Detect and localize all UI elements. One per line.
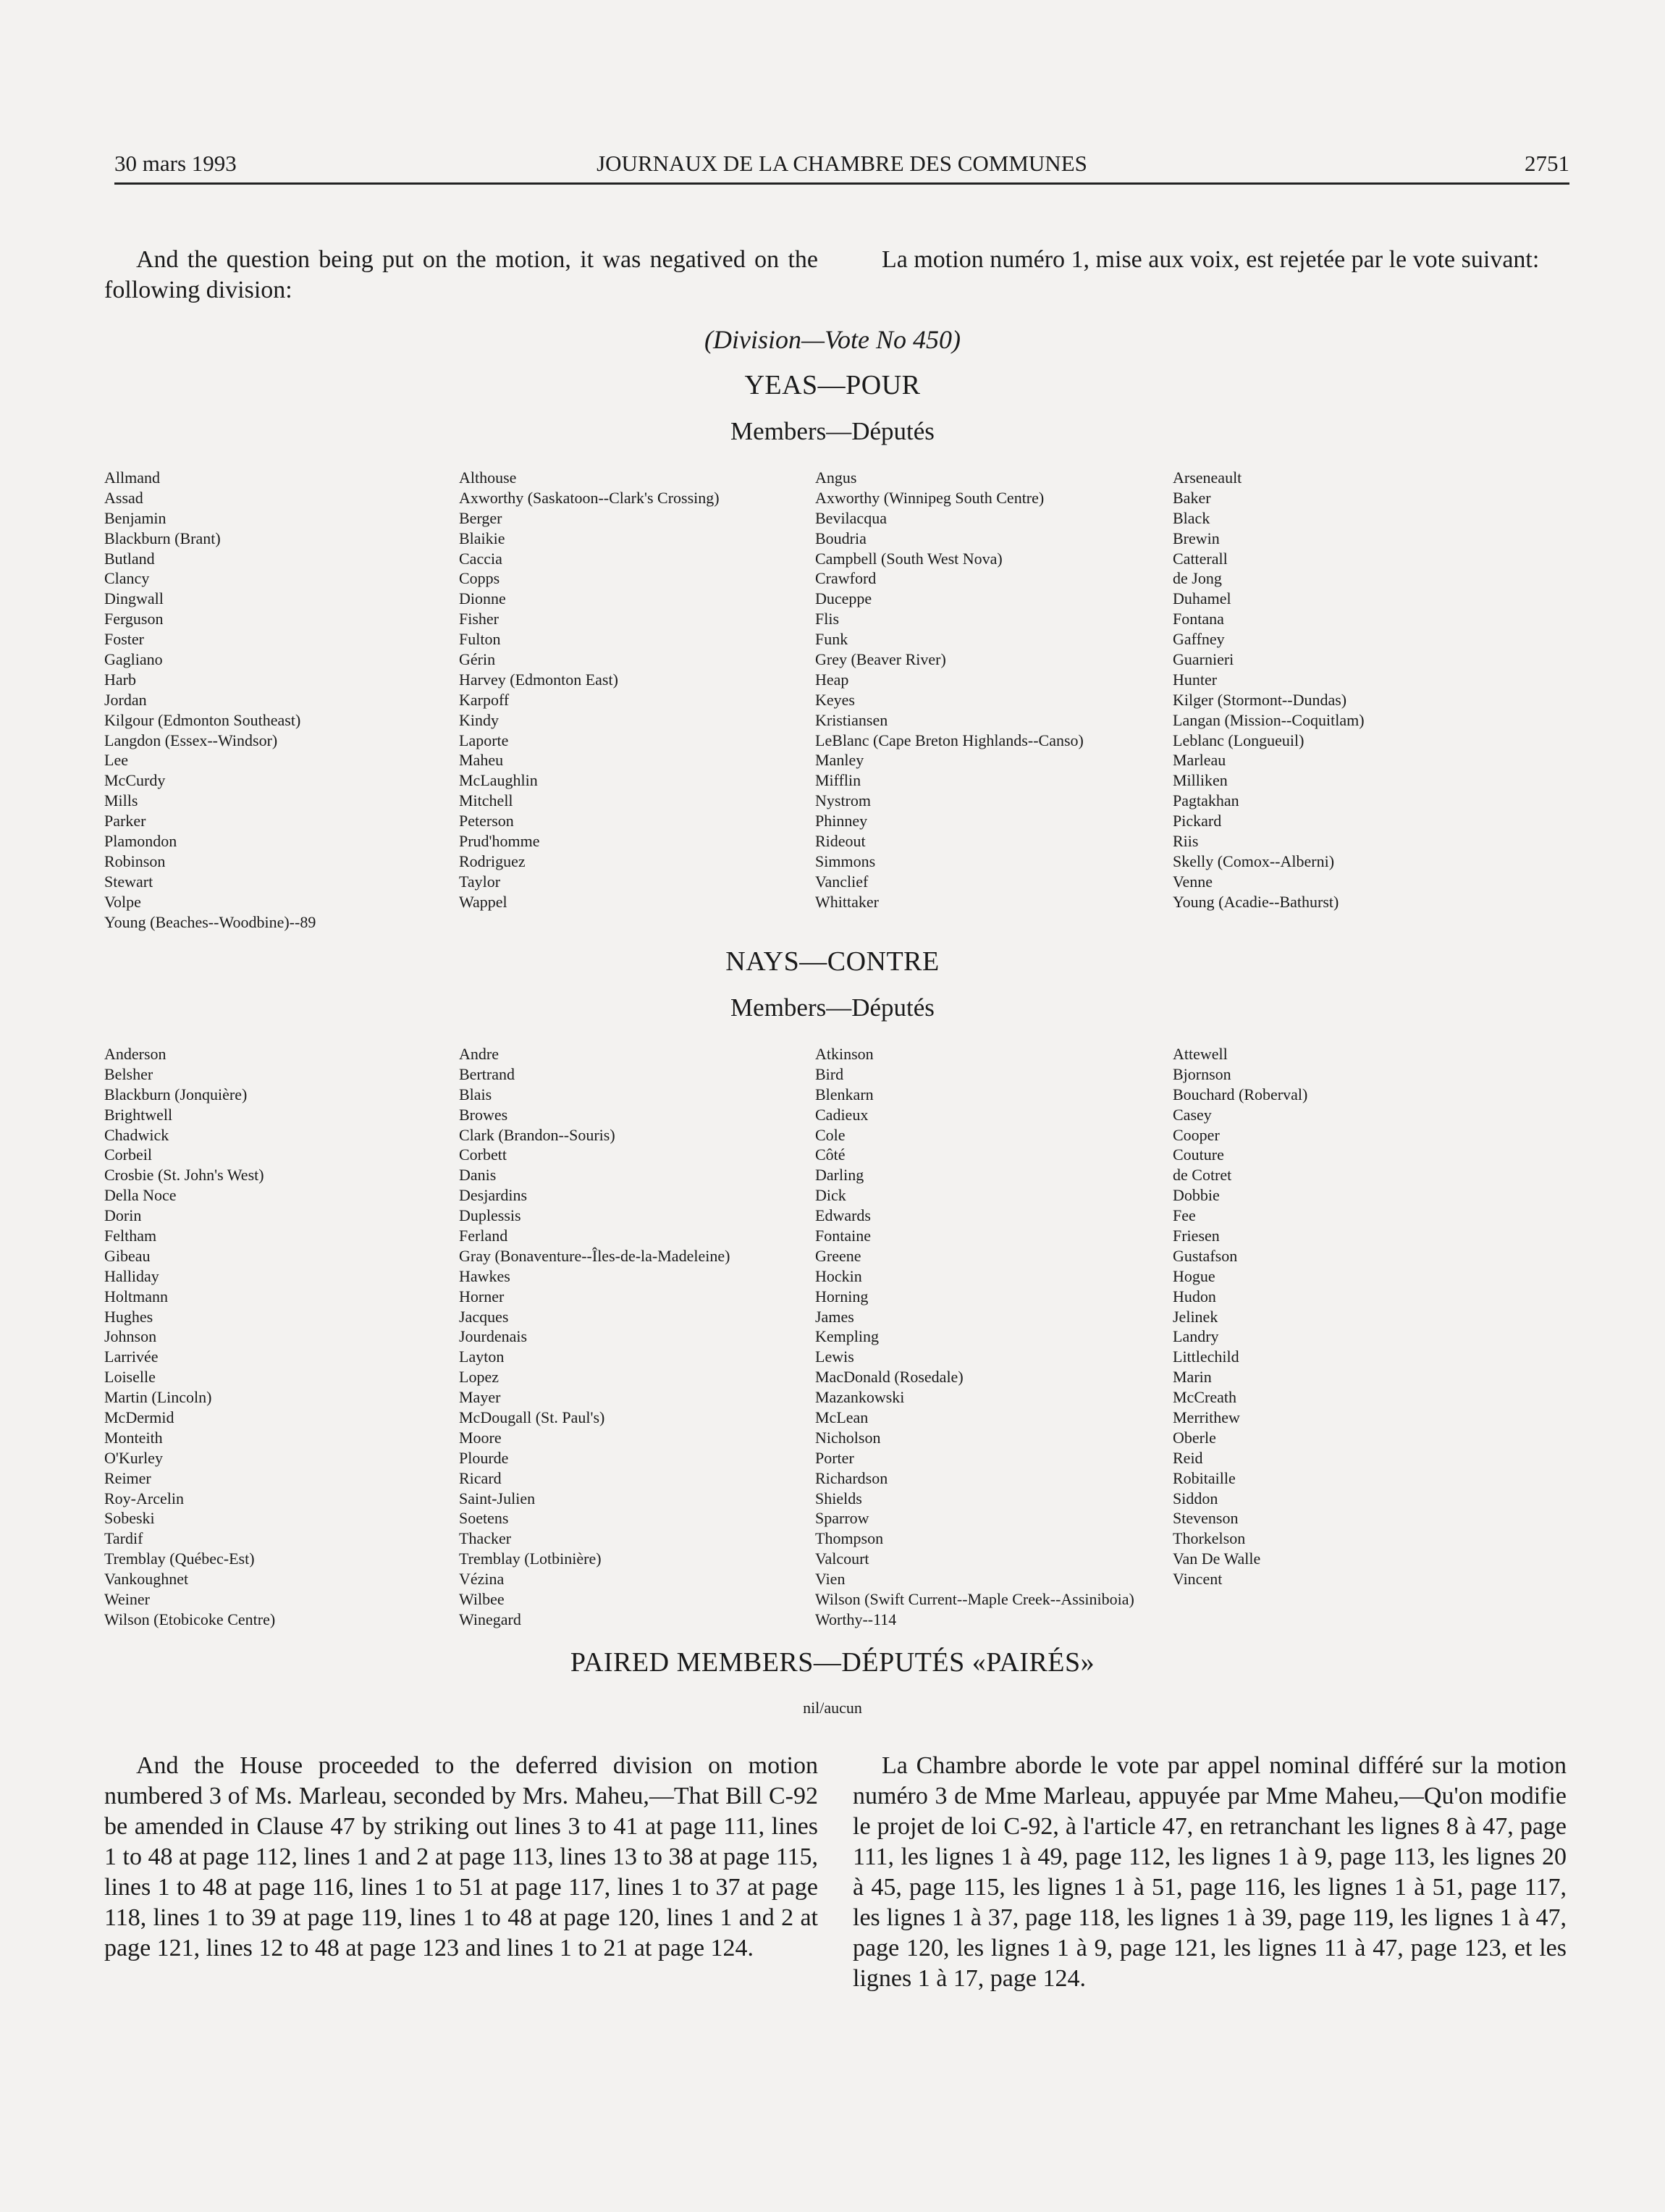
- member-name: Bird: [815, 1064, 844, 1083]
- yeas-column-3: [815, 468, 1084, 912]
- member-name: Loiselle: [104, 1368, 156, 1387]
- member-name: Martin (Lincoln): [104, 1388, 212, 1407]
- member-name: Manley: [815, 751, 864, 770]
- member-name: Winegard: [459, 1610, 521, 1628]
- member-name: Reimer: [104, 1468, 151, 1487]
- member-name: Monteith: [104, 1428, 163, 1447]
- member-name: Fontaine: [815, 1227, 871, 1245]
- member-name: Desjardins: [459, 1186, 528, 1205]
- member-name: Tremblay (Lotbinière): [459, 1549, 602, 1568]
- member-name: Layton: [459, 1347, 505, 1366]
- member-name: Brewin: [1173, 529, 1220, 547]
- member-name: McDermid: [104, 1408, 174, 1427]
- member-name: Maheu: [459, 751, 504, 770]
- member-name: Prud'homme: [459, 832, 540, 851]
- member-name: Vanclief: [815, 872, 869, 891]
- member-name: Casey: [1173, 1105, 1212, 1124]
- member-name: Thorkelson: [1173, 1529, 1246, 1548]
- member-name: Bertrand: [459, 1064, 515, 1083]
- member-name: Merrithew: [1173, 1408, 1240, 1427]
- member-name: Ferland: [459, 1227, 508, 1245]
- member-name: Guarnieri: [1173, 650, 1234, 669]
- member-name: Blackburn (Brant): [104, 529, 221, 547]
- member-name: Rodriguez: [459, 851, 526, 870]
- member-name: Vankoughnet: [104, 1570, 189, 1589]
- yeas-subtitle: Members—Députés: [730, 417, 935, 445]
- member-name: Fisher: [459, 610, 499, 628]
- member-name: Young (Beaches--Woodbine)--89: [104, 912, 316, 931]
- member-name: Saint-Julien: [459, 1489, 536, 1507]
- member-name: Black: [1173, 508, 1210, 527]
- member-name: Gibeau: [104, 1246, 151, 1265]
- member-name: Mitchell: [459, 791, 513, 810]
- member-name: Cadieux: [815, 1105, 869, 1124]
- member-name: Pagtakhan: [1173, 791, 1239, 810]
- member-name: Jourdenais: [459, 1327, 528, 1346]
- member-name: Darling: [815, 1166, 864, 1185]
- member-name: Leblanc (Longueuil): [1173, 731, 1304, 749]
- member-name: Shields: [815, 1489, 862, 1507]
- member-name: Atkinson: [815, 1045, 874, 1063]
- member-name: Dobbie: [1173, 1186, 1220, 1205]
- member-name: Kindy: [459, 710, 499, 729]
- member-name: Edwards: [815, 1206, 871, 1225]
- member-name: Côté: [815, 1145, 846, 1164]
- nays-subtitle: Members—Députés: [730, 993, 935, 1022]
- member-name: Jordan: [104, 690, 147, 709]
- member-name: McCreath: [1173, 1388, 1236, 1407]
- member-name: Crawford: [815, 569, 877, 588]
- member-name: Attewell: [1173, 1045, 1228, 1063]
- intro-french: La motion numéro 1, mise aux voix, est rejetée par le vote suivant:: [882, 246, 1540, 273]
- member-name: Hockin: [815, 1266, 862, 1285]
- closing-french: La Chambre aborde le vote par appel nominal différé sur la motion numéro 3 de Mme Marleau, appuyée par Mme Maheu,—Qu'on modifie le projet de loi C-92, à l'article 47, en retranchant les lignes 8 à 47, page 111, les lignes 1 à 49, page 112, les lignes 1 à 9, page 113, les lignes 20 à 45, page 115, les lignes 1 à 51, page 116, les lignes 1 à 51, page 117, les lignes 1 à 37, page 118, les lignes 1 à 39, page 119, les lignes 1 à 47, page 120, les lignes 1 à 9, page 121, les lignes 11 à 47, page 123, et les lignes 1 à 17, page 124.: [853, 1752, 1567, 1992]
- member-name: Nystrom: [815, 791, 871, 810]
- member-name: Thacker: [459, 1529, 512, 1548]
- member-name: Landry: [1173, 1327, 1219, 1346]
- member-name: Richardson: [815, 1468, 888, 1487]
- member-name: Halliday: [104, 1266, 159, 1285]
- member-name: Wilbee: [459, 1590, 505, 1609]
- member-name: Blaikie: [459, 529, 505, 547]
- member-name: Arseneault: [1173, 468, 1242, 487]
- member-name: Gray (Bonaventure--Îles-de-la-Madeleine): [459, 1246, 730, 1265]
- member-name: Plourde: [459, 1448, 509, 1467]
- member-name: Volpe: [104, 892, 141, 911]
- member-name: Gagliano: [104, 650, 163, 669]
- member-name: Riis: [1173, 832, 1199, 851]
- member-name: Wilson (Swift Current--Maple Creek--Assiniboia): [815, 1590, 1134, 1609]
- member-name: Kilger (Stormont--Dundas): [1173, 690, 1347, 709]
- member-name: Andre: [459, 1045, 499, 1063]
- member-name: McDougall (St. Paul's): [459, 1408, 605, 1427]
- member-name: Butland: [104, 549, 155, 568]
- yeas-column-4: [1173, 468, 1365, 912]
- member-name: Horning: [815, 1287, 869, 1305]
- member-name: Belsher: [104, 1064, 153, 1083]
- member-name: Kempling: [815, 1327, 879, 1346]
- nays-column-3: [815, 1044, 1134, 1630]
- member-name: Phinney: [815, 812, 868, 830]
- member-name: LeBlanc (Cape Breton Highlands--Canso): [815, 731, 1084, 749]
- member-name: Boudria: [815, 529, 867, 547]
- member-name: Grey (Beaver River): [815, 650, 946, 669]
- member-name: Robinson: [104, 851, 166, 870]
- member-name: de Cotret: [1173, 1166, 1232, 1185]
- member-name: Robitaille: [1173, 1468, 1236, 1487]
- member-name: Thompson: [815, 1529, 884, 1548]
- nays-column-2: [459, 1044, 730, 1630]
- member-name: Feltham: [104, 1227, 157, 1245]
- member-name: Axworthy (Saskatoon--Clark's Crossing): [459, 488, 720, 507]
- member-name: Blackburn (Jonquière): [104, 1085, 248, 1103]
- member-name: Littlechild: [1173, 1347, 1239, 1366]
- header-date: 30 mars 1993: [114, 151, 237, 176]
- member-name: Hogue: [1173, 1266, 1215, 1285]
- member-name: Gérin: [459, 650, 496, 669]
- member-name: Wilson (Etobicoke Centre): [104, 1610, 276, 1628]
- member-name: Dick: [815, 1186, 846, 1205]
- member-name: Caccia: [459, 549, 502, 568]
- member-name: Couture: [1173, 1145, 1224, 1164]
- member-name: Jelinek: [1173, 1307, 1218, 1326]
- member-name: Milliken: [1173, 771, 1228, 790]
- nays-column-1: [104, 1044, 275, 1630]
- member-name: Rideout: [815, 832, 866, 851]
- member-name: Harb: [104, 670, 136, 689]
- member-name: Venne: [1173, 872, 1213, 891]
- member-name: Bjornson: [1173, 1064, 1231, 1083]
- member-name: Crosbie (St. John's West): [104, 1166, 264, 1185]
- member-name: de Jong: [1173, 569, 1222, 588]
- member-name: Harvey (Edmonton East): [459, 670, 618, 689]
- member-name: Copps: [459, 569, 500, 588]
- yeas-column-1: [104, 468, 316, 932]
- member-name: Wappel: [459, 892, 507, 911]
- member-name: Skelly (Comox--Alberni): [1173, 851, 1335, 870]
- member-name: Jacques: [459, 1307, 509, 1326]
- member-name: Assad: [104, 488, 143, 507]
- page-header: [114, 149, 1569, 185]
- member-name: Langan (Mission--Coquitlam): [1173, 710, 1365, 729]
- member-name: Fontana: [1173, 610, 1224, 628]
- yeas-title: YEAS—POUR: [744, 370, 921, 400]
- member-name: Hughes: [104, 1307, 153, 1326]
- member-name: Hudon: [1173, 1287, 1216, 1305]
- member-name: Browes: [459, 1105, 508, 1124]
- member-name: Greene: [815, 1246, 861, 1265]
- member-name: Worthy--114: [815, 1610, 897, 1628]
- header-journal-title: JOURNAUX DE LA CHAMBRE DES COMMUNES: [597, 151, 1087, 176]
- member-name: Valcourt: [815, 1549, 869, 1568]
- member-name: McCurdy: [104, 771, 166, 790]
- member-name: Sparrow: [815, 1509, 869, 1528]
- member-name: Roy-Arcelin: [104, 1489, 184, 1507]
- member-name: Dionne: [459, 589, 506, 608]
- intro-english: And the question being put on the motion, it was negatived on the following division:: [104, 246, 818, 303]
- member-name: Baker: [1173, 488, 1211, 507]
- member-name: Gaffney: [1173, 630, 1225, 649]
- member-name: Plamondon: [104, 832, 177, 851]
- member-name: Simmons: [815, 851, 876, 870]
- member-name: Tardif: [104, 1529, 143, 1548]
- nays-title: NAYS—CONTRE: [725, 946, 940, 977]
- member-name: Cole: [815, 1125, 846, 1144]
- member-name: Dorin: [104, 1206, 142, 1225]
- member-name: Duplessis: [459, 1206, 521, 1225]
- member-name: Lewis: [815, 1347, 854, 1366]
- member-name: Catterall: [1173, 549, 1228, 568]
- member-name: Holtmann: [104, 1287, 168, 1305]
- member-name: Karpoff: [459, 690, 510, 709]
- member-name: Porter: [815, 1448, 854, 1467]
- member-name: Oberle: [1173, 1428, 1216, 1447]
- member-name: Soetens: [459, 1509, 509, 1528]
- member-name: Althouse: [459, 468, 517, 487]
- member-name: Mayer: [459, 1388, 501, 1407]
- member-name: Allmand: [104, 468, 160, 487]
- member-name: Anderson: [104, 1045, 166, 1063]
- closing-english: And the House proceeded to the deferred division on motion numbered 3 of Ms. Marleau, seconded by Mrs. Maheu,—That Bill C-92 be amended in Clause 47 by striking out lines 3 to 41 at page 111, lines 1 to 48 at page 112, lines 1 and 2 at page 113, lines 13 to 38 at page 115, lines 1 to 48 at page 116, lines 1 to 51 at page 117, lines 1 to 37 at page 118, lines 1 to 39 at page 119, lines 1 to 48 at page 120, lines 1 and 2 at page 121, lines 12 to 48 at page 123 and lines 1 to 21 at page 124.: [104, 1752, 818, 1961]
- member-name: Della Noce: [104, 1186, 177, 1205]
- member-name: MacDonald (Rosedale): [815, 1368, 964, 1387]
- member-name: Kilgour (Edmonton Southeast): [104, 710, 301, 729]
- member-name: Cooper: [1173, 1125, 1220, 1144]
- member-name: Corbett: [459, 1145, 507, 1164]
- member-name: Stewart: [104, 872, 153, 891]
- member-name: Young (Acadie--Bathurst): [1173, 892, 1339, 911]
- member-name: Berger: [459, 508, 502, 527]
- member-name: Horner: [459, 1287, 505, 1305]
- member-name: Hawkes: [459, 1266, 510, 1285]
- member-name: Brightwell: [104, 1105, 173, 1124]
- member-name: Keyes: [815, 690, 855, 709]
- division-vote-title: (Division—Vote No 450): [704, 325, 961, 354]
- member-name: Weiner: [104, 1590, 150, 1609]
- header-page-number: 2751: [1525, 151, 1569, 176]
- member-name: Friesen: [1173, 1227, 1220, 1245]
- paired-note: nil/aucun: [803, 1699, 862, 1717]
- paired-title: PAIRED MEMBERS—DÉPUTÉS «PAIRÉS»: [570, 1647, 1095, 1678]
- member-name: Mifflin: [815, 771, 861, 790]
- member-name: Ricard: [459, 1468, 502, 1487]
- yeas-column-2: [459, 468, 720, 912]
- member-name: Gustafson: [1173, 1246, 1238, 1265]
- member-name: Benjamin: [104, 508, 166, 527]
- member-name: Chadwick: [104, 1125, 169, 1144]
- member-name: Kristiansen: [815, 710, 888, 729]
- member-name: Stevenson: [1173, 1509, 1239, 1528]
- member-name: Reid: [1173, 1448, 1203, 1467]
- member-name: Moore: [459, 1428, 502, 1447]
- member-name: Duhamel: [1173, 589, 1231, 608]
- nays-column-4: [1173, 1044, 1307, 1589]
- member-name: Blenkarn: [815, 1085, 874, 1103]
- member-name: Johnson: [104, 1327, 157, 1346]
- member-name: McLean: [815, 1408, 869, 1427]
- member-name: Angus: [815, 468, 857, 487]
- member-name: Bouchard (Roberval): [1173, 1085, 1308, 1103]
- member-name: Nicholson: [815, 1428, 881, 1447]
- member-name: Tremblay (Québec-Est): [104, 1549, 255, 1568]
- member-name: Van De Walle: [1173, 1549, 1261, 1568]
- member-name: Foster: [104, 630, 144, 649]
- member-name: Flis: [815, 610, 840, 628]
- member-name: Lopez: [459, 1368, 499, 1387]
- member-name: Marin: [1173, 1368, 1212, 1387]
- member-name: Danis: [459, 1166, 497, 1185]
- member-name: Vien: [815, 1570, 846, 1589]
- member-name: McLaughlin: [459, 771, 538, 790]
- member-name: Corbeil: [104, 1145, 152, 1164]
- member-name: Axworthy (Winnipeg South Centre): [815, 488, 1045, 507]
- member-name: Hunter: [1173, 670, 1218, 689]
- member-name: Bevilacqua: [815, 508, 887, 527]
- member-name: Mazankowski: [815, 1388, 905, 1407]
- member-name: Marleau: [1173, 751, 1226, 770]
- member-name: O'Kurley: [104, 1448, 163, 1467]
- member-name: Vincent: [1173, 1570, 1223, 1589]
- member-name: Siddon: [1173, 1489, 1218, 1507]
- member-name: Larrivée: [104, 1347, 159, 1366]
- member-name: Lee: [104, 751, 128, 770]
- member-name: Clancy: [104, 569, 150, 588]
- member-name: Dingwall: [104, 589, 164, 608]
- member-name: Parker: [104, 812, 146, 830]
- member-name: James: [815, 1307, 854, 1326]
- member-name: Ferguson: [104, 610, 164, 628]
- member-name: Vézina: [459, 1570, 505, 1589]
- member-name: Laporte: [459, 731, 509, 749]
- member-name: Langdon (Essex--Windsor): [104, 731, 278, 749]
- member-name: Heap: [815, 670, 849, 689]
- member-name: Campbell (South West Nova): [815, 549, 1003, 568]
- member-name: Pickard: [1173, 812, 1222, 830]
- member-name: Blais: [459, 1085, 492, 1103]
- member-name: Fee: [1173, 1206, 1196, 1225]
- member-name: Fulton: [459, 630, 501, 649]
- member-name: Sobeski: [104, 1509, 155, 1528]
- member-name: Duceppe: [815, 589, 872, 608]
- member-name: Clark (Brandon--Souris): [459, 1125, 615, 1144]
- member-name: Mills: [104, 791, 138, 810]
- member-name: Taylor: [459, 872, 501, 891]
- member-name: Peterson: [459, 812, 514, 830]
- member-name: Funk: [815, 630, 848, 649]
- member-name: Whittaker: [815, 892, 879, 911]
